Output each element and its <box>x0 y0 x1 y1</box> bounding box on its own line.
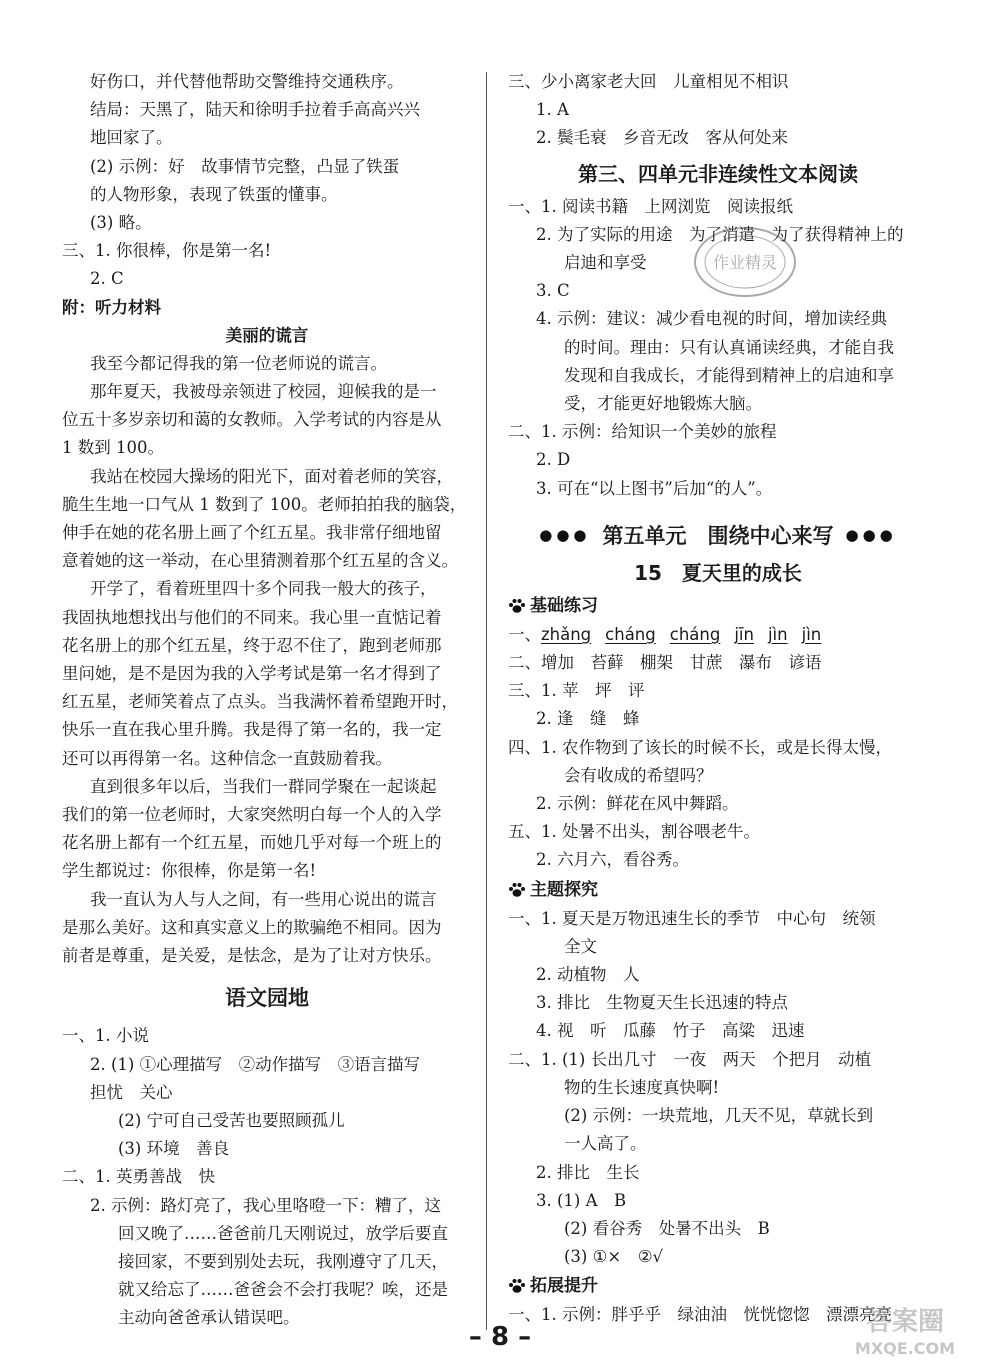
text-line: 就又给忘了……爸爸会不会打我呢？唉，还是 <box>118 1280 448 1300</box>
text-line: 意着她的这一举动，在心里猜测着那个红五星的含义。 <box>62 551 458 571</box>
text-line: 主动向爸爸承认错误吧。 <box>118 1308 300 1328</box>
paw-icon <box>508 598 526 614</box>
pinyin-answer: jīn <box>734 624 754 644</box>
text-line: 前者是尊重，是关爱，是怯念，是为了让对方快乐。 <box>62 946 442 966</box>
dots-icon: ●●● <box>845 525 897 544</box>
pinyin-line <box>508 621 928 649</box>
text-line: 3. (1) A B <box>536 1190 627 1210</box>
text-line: 一、1. 小说 <box>62 1026 149 1046</box>
text-line: 三、少小离家老大回 儿童相见不相识 <box>508 72 789 91</box>
text-line: 接回家，不要到别处去玩，我刚遵守了几天， <box>118 1251 448 1271</box>
pinyin-prefix: 一、 <box>508 624 541 644</box>
text-line: 会有收成的希望吗？ <box>564 765 713 785</box>
theme-heading <box>508 875 928 905</box>
text-line: 4. 示例：建议：减少看电视的时间，增加读经典 <box>536 309 887 329</box>
text-line: 一、1. 示例：胖乎乎 绿油油 恍恍惚惚 漂漂亮亮 <box>508 1305 892 1325</box>
text-line: 是那么美好。这和真实意义上的欺骗绝不相同。因为 <box>62 917 442 937</box>
text-line: 回又晚了……爸爸前几天刚说过，放学后要直 <box>118 1223 448 1243</box>
text-line: (3) 环境 善良 <box>118 1139 230 1159</box>
text-line: (2) 示例：一块荒地，几天不见，草就长到 <box>564 1106 874 1126</box>
text-line: 二、1. 英勇善战 快 <box>62 1167 215 1187</box>
left-column <box>62 68 472 1333</box>
pinyin-answer: jìn <box>767 624 788 644</box>
text-line: 直到很多年以后，当我们一群同学聚在一起谈起 <box>90 776 437 796</box>
text-line: 二、1. (1) 长出几寸 一夜 两天 个把月 动植 <box>508 1049 872 1069</box>
garden-answers <box>62 1022 472 1332</box>
text-line: 2. 排比 生长 <box>536 1162 640 1182</box>
text-line: 三、1. 苹 坪 评 <box>508 681 645 701</box>
text-line: 花名册上都有一个红五星，而她几乎对每一个班上的 <box>62 833 442 853</box>
text-line: 1. A <box>536 100 569 120</box>
text-line: 启迪和享受 <box>564 253 647 273</box>
text-line: 3. C <box>536 281 570 301</box>
pinyin-answer: cháng <box>669 624 721 644</box>
text-line: 2. 动植物 人 <box>536 965 640 985</box>
garden-title: 语文园地 <box>225 986 309 1011</box>
text-line: 全文 <box>564 936 597 956</box>
text-line: 里问她，是不是因为我的入学考试是第一名才得到了 <box>62 664 442 684</box>
text-line: 好伤口，并代替他帮助交警维持交通秩序。 <box>90 72 404 91</box>
stamp-text: 作业精灵 <box>712 253 778 272</box>
text-line: 2. (1) ①心理描写 ②动作描写 ③语言描写 <box>90 1054 421 1074</box>
text-line: 我至今都记得我的第一位老师说的谎言。 <box>90 353 387 373</box>
text-line: 花名册上的那个红五星，终于忍不住了，跑到老师那 <box>62 635 442 655</box>
column-divider <box>486 72 487 1330</box>
dots-icon: ●●● <box>539 525 591 544</box>
extend-heading <box>508 1271 928 1301</box>
basic-practice-heading <box>508 591 928 621</box>
text-line: 结局：天黑了，陆天和徐明手拉着手高高兴兴 <box>90 100 420 120</box>
section-title: 第三、四单元非连续性文本阅读 <box>578 161 858 186</box>
text-line: (3) 略。 <box>90 213 152 233</box>
pinyin-answer: zhǎng <box>541 624 592 644</box>
text-line: 2. 六月六，看谷秀。 <box>536 850 689 870</box>
text-line: 我固执地想找出与他们的不同来。我心里一直惦记着 <box>62 607 442 627</box>
text-line: 3. 可在“以上图书”后加“的人”。 <box>536 478 773 498</box>
pinyin-answer: jìn <box>801 624 822 644</box>
text-line: 的人物形象，表现了铁蛋的懂事。 <box>90 184 338 204</box>
right-top-answers <box>508 68 928 153</box>
text-line: (2) 宁可自己受苦也要照顾孤儿 <box>118 1110 345 1130</box>
text-line: (2) 看谷秀 处暑不出头 B <box>564 1218 770 1238</box>
text-line: 2. D <box>536 450 571 470</box>
text-line: 2. C <box>90 269 124 289</box>
theme-answers <box>508 905 928 1272</box>
unit-title: 第五单元 围绕中心来写 <box>602 523 834 548</box>
text-line: 我站在校园大操场的阳光下，面对着老师的笑容， <box>90 466 453 486</box>
text-line: 4. 视 听 瓜藤 竹子 高粱 迅速 <box>536 1021 805 1041</box>
text-line: 一、1. 阅读书籍 上网浏览 阅读报纸 <box>508 196 793 216</box>
text-line: 还可以再得第一名。这种信念一直鼓励着我。 <box>62 748 392 768</box>
text-line: 三、1. 你很棒，你是第一名! <box>62 241 272 261</box>
text-line: (2) 示例：好 故事情节完整，凸显了铁蛋 <box>90 156 400 176</box>
text-line: 那年夏天，我被母亲领进了校园，迎候我的是一 <box>90 382 437 402</box>
text-line: 地回家了。 <box>90 128 173 148</box>
text-line: 二、增加 苔藓 棚架 甘蔗 瀑布 谚语 <box>508 653 822 673</box>
watermark-text: 答案圈 <box>865 1307 945 1337</box>
paw-icon <box>508 882 526 898</box>
text-line: 1 数到 100。 <box>62 438 164 458</box>
text-line: 快乐一直在我心里升腾。我是得了第一名的，我一定 <box>62 720 442 740</box>
text-line: (3) ①× ②√ <box>564 1247 664 1267</box>
text-line: 2. 逢 缝 蜂 <box>536 709 640 729</box>
text-line: 3. 排比 生物夏天生长迅速的特点 <box>536 993 788 1013</box>
text-line: 伸手在她的花名册上画了个红五星。我非常仔细地留 <box>62 523 442 543</box>
text-line: 位五十多岁亲切和蔼的女教师。入学考试的内容是从 <box>62 410 442 430</box>
watermark-sub: MXQE.COM <box>854 1339 956 1358</box>
basic-practice-label: 基础练习 <box>530 595 598 616</box>
text-line: 四、1. 农作物到了该长的时候不长，或是长得太慢， <box>508 737 892 757</box>
text-line: 受，才能更好地锻炼大脑。 <box>564 394 762 414</box>
text-line: 2. 示例：路灯亮了，我心里咯噔一下：糟了，这 <box>90 1195 441 1215</box>
pinyin-answer: cháng <box>605 624 656 644</box>
text-line: 五、1. 处暑不出头，割谷喂老牛。 <box>508 822 760 842</box>
stamp-logo <box>690 222 800 302</box>
text-line: 2. 为了实际的用途 为了消遣 为了获得精神上的 <box>536 224 904 244</box>
text-line: 我一直认为人与人之间，有一些用心说出的谎言 <box>90 889 437 909</box>
unit-title-bar <box>508 515 928 555</box>
text-line: 二、1. 示例：给知识一个美妙的旅程 <box>508 422 777 442</box>
basic-answers <box>508 649 928 875</box>
story-title: 美丽的谎言 <box>225 325 309 345</box>
text-line: 发现和自我成长，才能得到精神上的启迪和享 <box>564 365 894 385</box>
text-line: 2. 示例：鲜花在风中舞蹈。 <box>536 794 739 814</box>
text-line: 物的生长速度真快啊! <box>564 1077 720 1097</box>
watermark-logo <box>830 1300 980 1360</box>
page-number: – 8 – <box>468 1322 532 1352</box>
text-line: 的时间。理由：只有认真诵读经典，才能自我 <box>564 337 894 357</box>
text-line: 学生都说过：你很棒，你是第一名! <box>62 861 317 881</box>
story-text <box>62 350 472 970</box>
text-line: 我们的第一位老师时，大家突然明白每一个人的入学 <box>62 805 442 825</box>
text-line: 开学了，看着班里四十多个同我一般大的孩子， <box>90 579 437 599</box>
extend-label: 拓展提升 <box>530 1276 598 1297</box>
text-line: 担忧 关心 <box>90 1082 173 1102</box>
appendix-label: 附：听力材料 <box>62 297 161 317</box>
text-line: 一人高了。 <box>564 1134 647 1154</box>
paw-icon <box>508 1278 526 1294</box>
text-line: 2. 鬓毛衰 乡音无改 客从何处来 <box>536 128 788 148</box>
left-top-answers <box>62 68 472 294</box>
text-line: 红五星，老师笑着点了点头。当我满怀着希望跑开时， <box>62 692 458 712</box>
lesson-title: 15 夏天里的成长 <box>634 560 802 585</box>
text-line: 脆生生地一口气从 1 数到了 100。老师拍拍我的脑袋， <box>62 494 467 514</box>
text-line: 一、1. 夏天是万物迅速生长的季节 中心句 统领 <box>508 908 876 928</box>
theme-label: 主题探究 <box>530 879 598 900</box>
